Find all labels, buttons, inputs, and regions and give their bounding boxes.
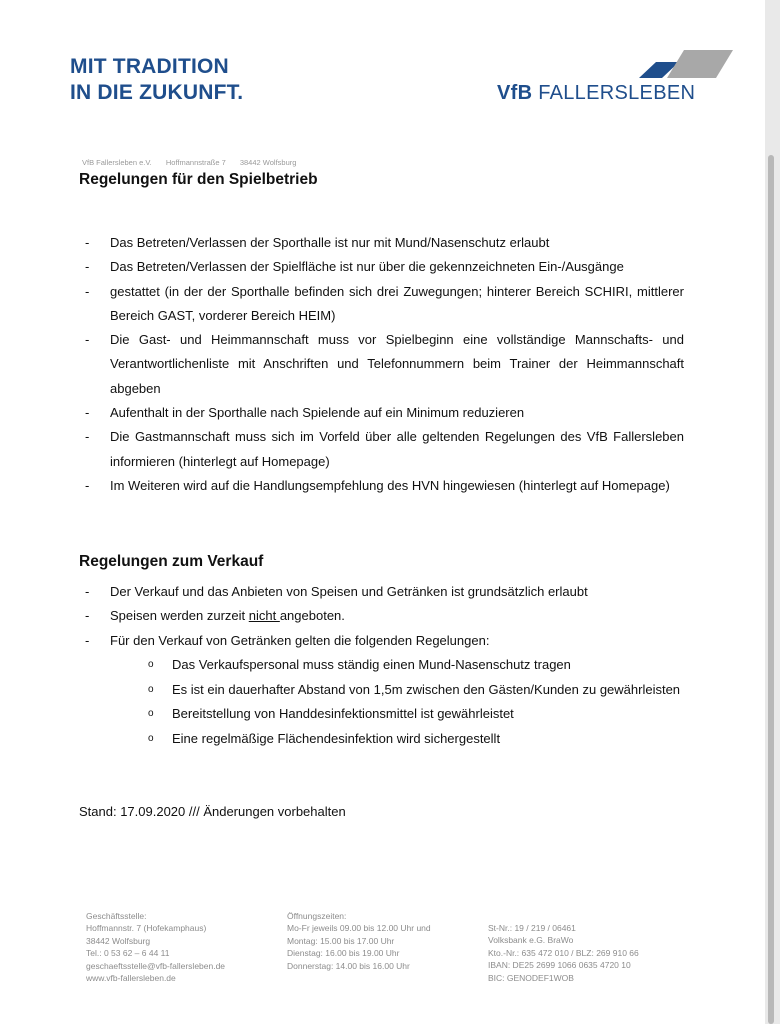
list-item: [79, 328, 684, 401]
footer-hours-line: Dienstag: 16.00 bis 19.00 Uhr: [287, 948, 400, 959]
section-2-sublist: [148, 653, 686, 751]
underlined-word: nicht: [248, 608, 280, 624]
list-item-text: gestattet (in der der Sporthalle befinden sich drei Zuwegungen; hinterer Bereich SCHIRI, mittlerer Bereich GAST, vorderer Bereich HEIM): [110, 283, 684, 323]
sublist-item-text: Bereitstellung von Handdesinfektionsmittel ist gewährleistet: [172, 706, 514, 721]
circle-bullet-icon: o: [148, 659, 154, 670]
circle-bullet-icon: o: [148, 683, 154, 695]
sublist-item: [148, 727, 686, 752]
logo-text: [497, 82, 695, 105]
section-2-title: Regelungen zum Verkauf: [79, 553, 264, 570]
dash-bullet-icon: -: [85, 259, 90, 275]
list-item: [79, 231, 684, 255]
list-item-text: Im Weiteren wird auf die Handlungsempfehlung des HVN hingewiesen (hinterlegt auf Homepage): [110, 477, 670, 493]
logo-stripes-icon: [497, 48, 737, 80]
list-item-text: Das Betreten/Verlassen der Sporthalle ist nur mit Mund/Nasenschutz erlaubt: [110, 235, 550, 250]
dash-bullet-icon: -: [85, 632, 90, 648]
footer-office-phone: Tel.: 0 53 62 – 6 44 11: [86, 948, 170, 959]
logo-text-bold: VfB: [497, 82, 533, 104]
list-item-text: Die Gast- und Heimmannschaft muss vor Spielbeginn eine vollständige Mannschafts- und Verantwortlichenliste mit Anschriften und Telefonnummern beim Trainer der Heimmannschaft abgeben: [110, 332, 684, 396]
list-item-text-after: angeboten.: [279, 608, 345, 624]
circle-bullet-icon: o: [148, 732, 154, 744]
list-item-text: Das Betreten/Verlassen der Spielfläche ist nur über die gekennzeichneten Ein-/Ausgänge: [110, 259, 624, 275]
sublist-item: [148, 678, 686, 703]
sender-line: [82, 158, 308, 167]
footer-bank-name: Volksbank e.G. BraWo: [488, 935, 574, 946]
footer-tax-number: St-Nr.: 19 / 219 / 06461: [488, 923, 576, 933]
list-item-text: Für den Verkauf von Getränken gelten die folgenden Regelungen:: [110, 632, 490, 648]
section-1-title: Regelungen für den Spielbetrieb: [79, 171, 318, 188]
footer-office-street: Hoffmannstr. 7 (Hofekamphaus): [86, 923, 207, 934]
sublist-item-text: Eine regelmäßige Flächendesinfektion wird sichergestellt: [172, 730, 501, 746]
section-1-list: [79, 231, 684, 498]
logo-stripe-grey: [667, 50, 733, 78]
stand-date: Stand: 17.09.2020 /// Änderungen vorbehalten: [79, 804, 346, 819]
footer-office: [86, 910, 225, 984]
list-item-text: Die Gastmannschaft muss sich im Vorfeld über alle geltenden Regelungen des VfB Fallersleben informieren (hinterlegt auf Homepage): [110, 429, 684, 469]
logo-text-name: FALLERSLEBEN: [538, 82, 696, 104]
list-item-text: Der Verkauf und das Anbieten von Speisen und Getränken ist grundsätzlich erlaubt: [110, 584, 588, 599]
list-item: [79, 425, 684, 474]
footer-hours-line: Montag: 15.00 bis 17.00 Uhr: [287, 935, 395, 946]
footer-bic: BIC: GENODEF1WOB: [488, 972, 574, 983]
list-item-text: Aufenthalt in der Sporthalle nach Spielende auf ein Minimum reduzieren: [110, 405, 525, 421]
footer-office-city: 38442 Wolfsburg: [86, 935, 151, 946]
footer-iban: IBAN: DE25 2699 1066 0635 4720 10: [488, 960, 631, 971]
sublist-item: [148, 702, 686, 727]
dash-bullet-icon: -: [85, 608, 90, 624]
footer-office-email: geschaeftsstelle@vfb-fallersleben.de: [86, 960, 226, 971]
dash-bullet-icon: -: [85, 429, 90, 445]
footer-bank: [488, 922, 639, 984]
dash-bullet-icon: -: [85, 477, 90, 493]
footer-hours-heading: Öffnungszeiten:: [287, 911, 347, 921]
footer-hours-line: Donnerstag: 14.00 bis 16.00 Uhr: [287, 960, 410, 971]
list-item: [79, 401, 684, 425]
list-item: [79, 629, 684, 653]
list-item: [79, 580, 684, 604]
list-item-text-before: Speisen werden zurzeit: [110, 608, 249, 624]
slogan: [70, 54, 243, 106]
footer-hours: [287, 910, 431, 972]
club-logo: [497, 48, 737, 108]
footer-office-heading: Geschäftsstelle:: [86, 911, 147, 921]
sublist-item-text: Es ist ein dauerhafter Abstand von 1,5m zwischen den Gästen/Kunden zu gewährleisten: [172, 681, 681, 697]
sender-city: 38442 Wolfsburg: [239, 158, 297, 167]
dash-bullet-icon: -: [85, 584, 90, 599]
circle-bullet-icon: o: [148, 708, 154, 719]
section-2-list: [79, 580, 684, 653]
sender-street: Hoffmannstraße 7: [165, 158, 226, 167]
sender-name: VfB Fallersleben e.V.: [82, 158, 152, 167]
dash-bullet-icon: -: [85, 405, 90, 421]
footer-office-website: www.vfb-fallersleben.de: [86, 973, 176, 984]
sublist-item-text: Das Verkaufspersonal muss ständig einen Mund-Nasenschutz tragen: [172, 657, 571, 672]
dash-bullet-icon: -: [85, 283, 90, 299]
slogan-line-1: MIT TRADITION: [70, 55, 229, 78]
footer-hours-line: Mo-Fr jeweils 09.00 bis 12.00 Uhr und: [287, 923, 431, 934]
dash-bullet-icon: -: [85, 235, 90, 250]
vertical-scrollbar[interactable]: [768, 155, 774, 1024]
list-item: [79, 255, 684, 279]
list-item: [79, 474, 684, 498]
sublist-item: [148, 653, 686, 678]
list-item: [79, 280, 684, 329]
slogan-line-2: IN DIE ZUKUNFT.: [70, 81, 244, 104]
dash-bullet-icon: -: [85, 332, 90, 348]
footer-account: Kto.-Nr.: 635 472 010 / BLZ: 269 910 66: [488, 947, 639, 958]
list-item: [79, 604, 684, 628]
